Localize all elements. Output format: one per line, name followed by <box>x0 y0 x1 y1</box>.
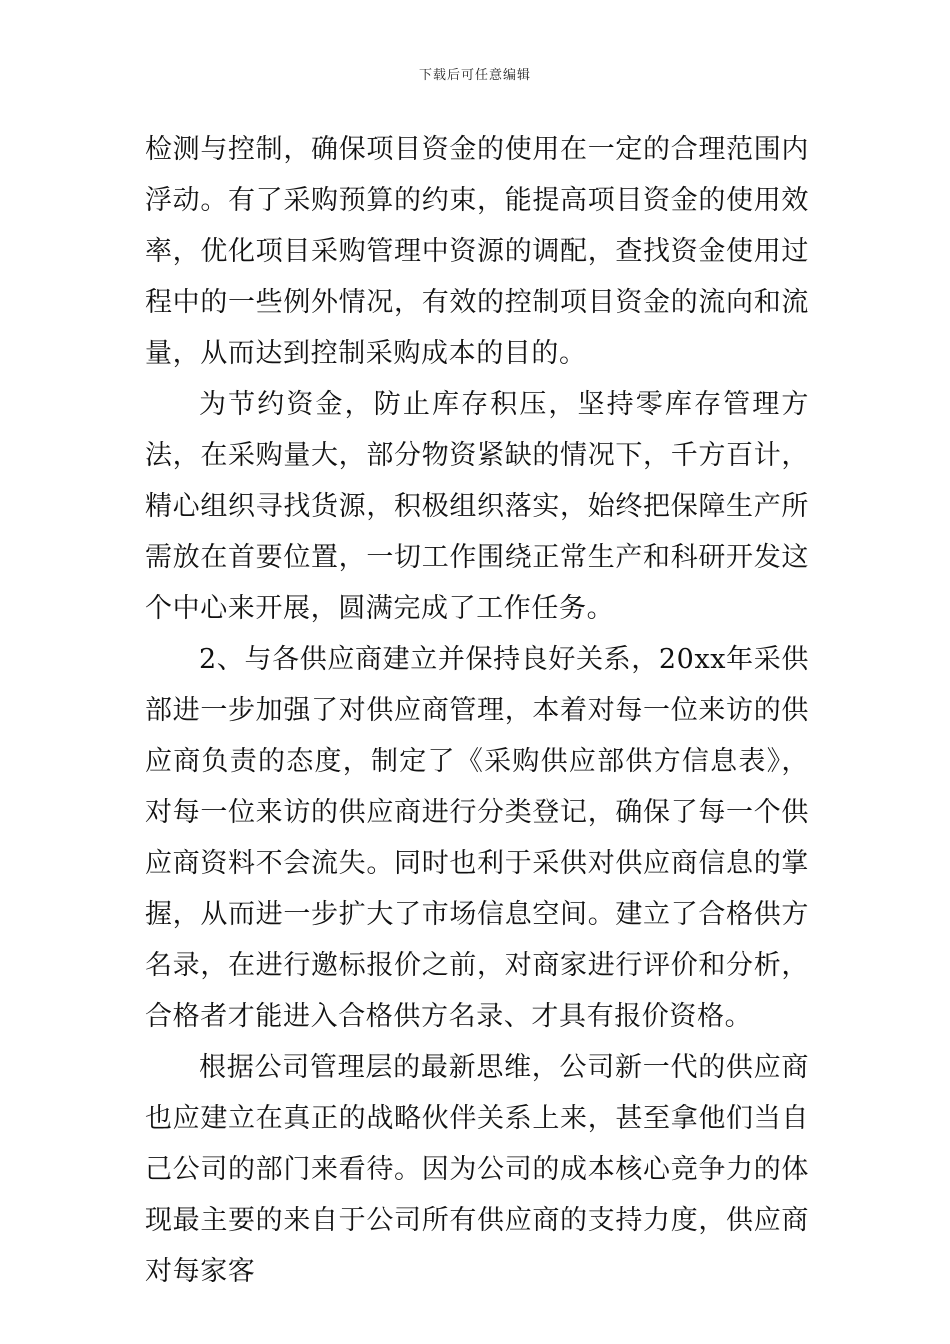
paragraph: 为节约资金，防止库存积压，坚持零库存管理方法，在采购量大，部分物资紧缺的情况下，千方百计，精心组织寻找货源，积极组织落实，始终把保障生产所需放在首要位置，一切工作围绕正常生产和科研开发这个中心来开展，圆满完成了工作任务。 <box>145 389 809 624</box>
document-body <box>145 124 809 1297</box>
paragraph: 检测与控制，确保项目资金的使用在一定的合理范围内浮动。有了采购预算的约束，能提高项目资金的使用效率，优化项目采购管理中资源的调配，查找资金使用过程中的一些例外情况，有效的控制项目资金的流向和流量，从而达到控制采购成本的目的。 <box>145 134 809 369</box>
page-header: 下载后可任意编辑 <box>418 68 531 83</box>
paragraph: 2、与各供应商建立并保持良好关系，20xx年采供部进一步加强了对供应商管理，本着对每一位来访的供应商负责的态度，制定了《采购供应部供方信息表》，对每一位来访的供应商进行分类登记，确保了每一个供应商资料不会流失。同时也利于采供对供应商信息的掌握，从而进一步扩大了市场信息空间。建立了合格供方名录，在进行邀标报价之前，对商家进行评价和分析，合格者才能进入合格供方名录、才具有报价资格。 <box>145 644 809 1032</box>
paragraph: 根据公司管理层的最新思维，公司新一代的供应商也应建立在真正的战略伙伴关系上来，甚至拿他们当自己公司的部门来看待。因为公司的成本核心竞争力的体现最主要的来自于公司所有供应商的支持力度，供应商对每家客 <box>145 1052 809 1287</box>
